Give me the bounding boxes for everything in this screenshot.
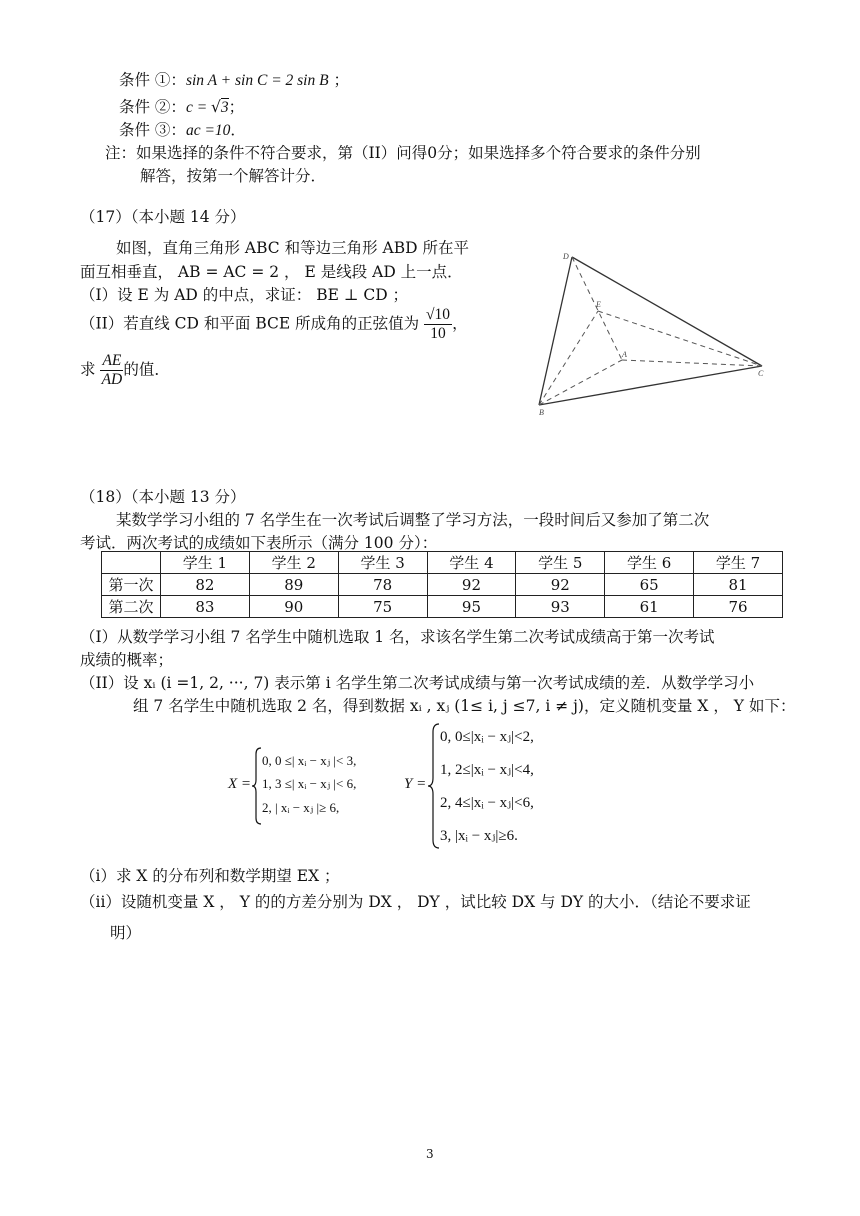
table-cell: 92 xyxy=(516,574,605,596)
y-brace xyxy=(428,722,440,850)
q17-part-2 xyxy=(80,306,468,343)
table-cell: 81 xyxy=(694,574,783,596)
table-cell: 76 xyxy=(694,596,783,618)
q18-part-1-line-1: （I）从数学学习小组 7 名学生中随机选取 1 名，求该名学生第二次考试成绩高于第一次考试 xyxy=(80,628,715,646)
table-cell: 95 xyxy=(427,596,516,618)
q17-part-3 xyxy=(80,352,170,389)
y-case-2: 2, 4≤|xᵢ − xⱼ|<6, xyxy=(440,795,534,811)
note-line-2: 解答，按第一个解答计分． xyxy=(140,167,327,185)
q17-part-2-end: ， xyxy=(452,314,468,333)
q18-sub-1: （i）求 X 的分布列和数学期望 EX ； xyxy=(80,867,340,885)
sine-denominator: 10 xyxy=(430,325,446,342)
sine-numerator: √10 xyxy=(426,306,451,323)
q17-line-1: 如图，直角三角形 ABC 和等边三角形 ABD 所在平 xyxy=(116,239,469,257)
condition-2-radicand: 3 xyxy=(220,99,229,116)
ratio-fraction xyxy=(100,352,123,389)
table-header-cell: 学生 1 xyxy=(161,552,250,574)
table-cell: 92 xyxy=(427,574,516,596)
q17-part-3-end: 的值． xyxy=(123,360,170,379)
scores-table xyxy=(101,551,783,618)
pyramid-figure xyxy=(530,245,780,425)
segment-BE xyxy=(539,311,598,405)
condition-3 xyxy=(119,118,246,140)
q18-line-2: 考试．两次考试的成绩如下表所示（满分 100 分）： xyxy=(80,534,438,552)
label-D: D xyxy=(563,252,569,261)
table-cell: 82 xyxy=(161,574,250,596)
note-line-1: 注：如果选择的条件不符合要求，第（II）问得0分；如果选择多个符合要求的条件分别 xyxy=(105,144,701,162)
sqrt-symbol: √ xyxy=(211,98,221,116)
x-definition-label: X = xyxy=(228,776,252,792)
label-A: A xyxy=(622,350,627,359)
table-row xyxy=(102,574,783,596)
table-cell: 75 xyxy=(338,596,427,618)
table-row-label: 第一次 xyxy=(102,574,161,596)
table-cell: 90 xyxy=(249,596,338,618)
table-header-cell: 学生 4 xyxy=(427,552,516,574)
table-cell: 83 xyxy=(161,596,250,618)
edge-BC xyxy=(539,366,762,405)
table-header-cell: 学生 3 xyxy=(338,552,427,574)
y-case-3: 3, |xᵢ − xⱼ|≥6. xyxy=(440,828,518,844)
table-header-cell: 学生 7 xyxy=(694,552,783,574)
q18-part-1-line-2: 成绩的概率； xyxy=(80,651,174,669)
sine-fraction xyxy=(424,306,452,343)
q18-heading: （18）（本小题 13 分） xyxy=(80,488,246,506)
table-cell: 93 xyxy=(516,596,605,618)
x-case-1: 1, 3 ≤| xᵢ − xⱼ |< 6, xyxy=(262,776,357,791)
condition-2 xyxy=(119,95,244,117)
q18-part-2-line-1: （II）设 xᵢ (i =1, 2, ···, 7) 表示第 i 名学生第二次考试成绩与第一次考试成绩的差．从数学学习小 xyxy=(80,674,755,692)
ratio-numerator: AE xyxy=(102,352,122,369)
y-case-0: 0, 0≤|xᵢ − xⱼ|<2, xyxy=(440,729,534,745)
q18-line-1: 某数学学习小组的 7 名学生在一次考试后调整了学习方法，一段时间后又参加了第二次 xyxy=(116,511,710,529)
y-definition-label: Y = xyxy=(404,776,427,792)
q18-part-2-line-2: 组 7 名学生中随机选取 2 名，得到数据 xᵢ , xⱼ (1≤ i, j ≤7, i ≠ j)，定义随机变量 X ， Y 如下： xyxy=(133,697,796,715)
table-row-label: 第二次 xyxy=(102,596,161,618)
table-header-row xyxy=(102,552,783,574)
q17-part-3-text: 求 xyxy=(80,360,96,379)
condition-2-expr: c = xyxy=(185,99,212,116)
label-B: B xyxy=(539,408,544,417)
table-header-cell xyxy=(102,552,161,574)
table-cell: 78 xyxy=(338,574,427,596)
q18-sub-2-line-2: 明） xyxy=(110,924,142,942)
x-brace xyxy=(252,746,262,826)
condition-3-end: ． xyxy=(230,121,246,139)
table-cell: 65 xyxy=(605,574,694,596)
x-case-2: 2, | xᵢ − xⱼ |≥ 6, xyxy=(262,800,340,815)
condition-2-label: 条件 ②： xyxy=(119,98,186,116)
condition-3-expr: ac =10 xyxy=(185,122,231,139)
q17-part-1: （I）设 E 为 AD 的中点，求证： BE ⊥ CD ； xyxy=(80,286,409,304)
q17-part-2-text: （II）若直线 CD 和平面 BCE 所成角的正弦值为 xyxy=(80,314,420,333)
condition-2-end: ； xyxy=(228,98,245,116)
q18-sub-2-line-1: （ii）设随机变量 X ， Y 的的方差分别为 DX ， DY ，试比较 DX 与 DY 的大小．（结论不要求证 xyxy=(80,893,751,911)
y-case-1: 1, 2≤|xᵢ − xⱼ|<4, xyxy=(440,762,534,778)
condition-1-end: ； xyxy=(328,71,350,89)
table-header-cell: 学生 6 xyxy=(605,552,694,574)
table-row xyxy=(102,596,783,618)
label-C: C xyxy=(758,369,764,378)
edge-DB xyxy=(539,257,572,405)
label-E: E xyxy=(596,300,601,309)
ratio-denominator: AD xyxy=(101,371,123,388)
condition-1 xyxy=(119,68,349,90)
condition-1-expr: sin A + sin C = 2 sin B xyxy=(185,72,329,89)
table-header-cell: 学生 5 xyxy=(516,552,605,574)
edge-AC xyxy=(622,360,762,366)
table-cell: 89 xyxy=(249,574,338,596)
condition-3-label: 条件 ③： xyxy=(119,121,186,139)
q17-heading: （17）（本小题 14 分） xyxy=(80,208,246,226)
table-cell: 61 xyxy=(605,596,694,618)
table-header-cell: 学生 2 xyxy=(249,552,338,574)
x-case-0: 0, 0 ≤| xᵢ − xⱼ |< 3, xyxy=(262,753,357,768)
page-number: 3 xyxy=(426,1147,434,1161)
condition-1-label: 条件 ①： xyxy=(119,71,186,89)
q17-line-2: 面互相垂直， AB = AC = 2 ， E 是线段 AD 上一点． xyxy=(80,263,463,281)
